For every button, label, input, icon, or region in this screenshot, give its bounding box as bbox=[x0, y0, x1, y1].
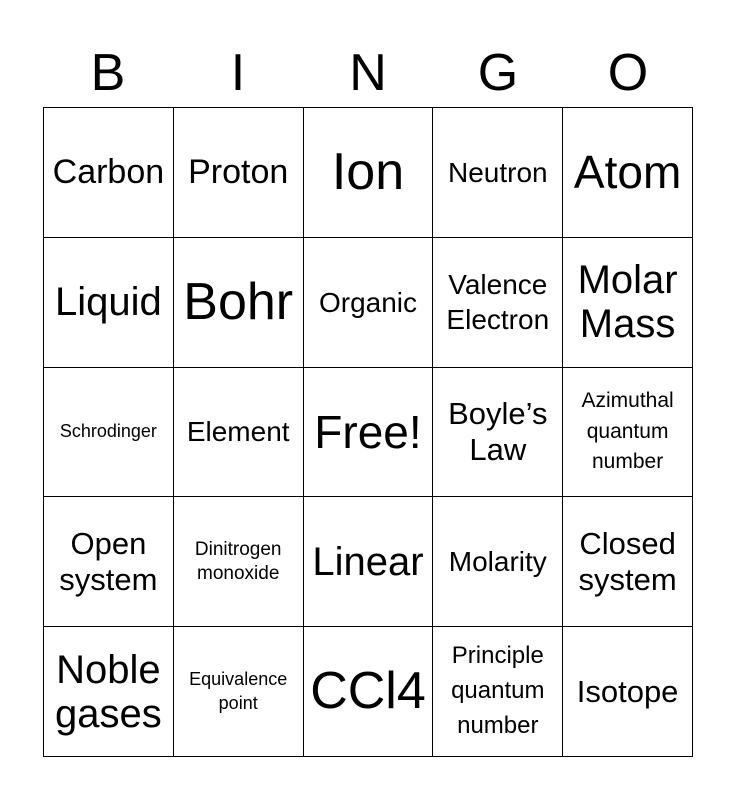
cell-label: Equivalence point bbox=[189, 669, 288, 713]
cell-label: Ion bbox=[331, 143, 405, 202]
bingo-cell[interactable] bbox=[44, 627, 174, 757]
bingo-cell[interactable] bbox=[563, 497, 693, 627]
cell-label: Open system bbox=[59, 526, 158, 597]
bingo-cell[interactable] bbox=[304, 497, 434, 627]
bingo-cell[interactable] bbox=[563, 238, 693, 368]
cell-label: Principle quantum number bbox=[451, 642, 545, 739]
cell-label: Liquid bbox=[55, 280, 162, 325]
cell-label: Schrodinger bbox=[59, 421, 157, 442]
header-letter-i: I bbox=[230, 44, 246, 102]
cell-label: Proton bbox=[188, 153, 289, 192]
bingo-cell[interactable] bbox=[433, 238, 563, 368]
cell-label: Dinitrogen monoxide bbox=[194, 539, 282, 584]
bingo-cell[interactable] bbox=[563, 108, 693, 238]
bingo-cell[interactable] bbox=[433, 368, 563, 498]
bingo-cell[interactable] bbox=[433, 627, 563, 757]
cell-label: CCl4 bbox=[310, 662, 426, 721]
bingo-cell[interactable] bbox=[174, 627, 304, 757]
bingo-cell[interactable] bbox=[433, 108, 563, 238]
cell-label: Molar Mass bbox=[577, 258, 678, 347]
bingo-cell[interactable] bbox=[433, 497, 563, 627]
bingo-cell[interactable] bbox=[174, 497, 304, 627]
free-space: Free! bbox=[314, 405, 422, 458]
cell-label: Valence Electron bbox=[446, 269, 550, 336]
bingo-cell[interactable] bbox=[174, 368, 304, 498]
bingo-cell[interactable] bbox=[304, 108, 434, 238]
cell-label: Atom bbox=[573, 145, 682, 198]
bingo-cell[interactable] bbox=[304, 368, 434, 498]
header-letter-n: N bbox=[349, 44, 387, 102]
cell-label: Carbon bbox=[52, 153, 165, 192]
bingo-cell[interactable] bbox=[174, 108, 304, 238]
cell-label: Organic bbox=[318, 286, 418, 318]
header-letter-b: B bbox=[90, 44, 126, 102]
bingo-cell[interactable] bbox=[44, 497, 174, 627]
bingo-board bbox=[43, 107, 693, 757]
bingo-cell[interactable] bbox=[563, 627, 693, 757]
cell-label: Azimuthal quantum number bbox=[581, 389, 674, 474]
cell-label: Noble gases bbox=[55, 647, 162, 736]
bingo-cell[interactable] bbox=[304, 238, 434, 368]
bingo-header bbox=[43, 40, 693, 106]
bingo-cell[interactable] bbox=[304, 627, 434, 757]
bingo-cell[interactable] bbox=[563, 368, 693, 498]
bingo-cell[interactable] bbox=[174, 238, 304, 368]
cell-label: Molarity bbox=[448, 546, 547, 578]
cell-label: Element bbox=[186, 416, 290, 448]
bingo-cell[interactable] bbox=[44, 368, 174, 498]
cell-label: Isotope bbox=[576, 673, 679, 709]
cell-label: Linear bbox=[312, 539, 424, 584]
bingo-cell[interactable] bbox=[44, 108, 174, 238]
cell-label: Neutron bbox=[447, 156, 548, 188]
bingo-cell[interactable] bbox=[44, 238, 174, 368]
cell-label: Boyle’s Law bbox=[448, 396, 548, 467]
cell-label: Closed system bbox=[578, 526, 677, 597]
cell-label: Bohr bbox=[183, 272, 294, 331]
header-letter-o: O bbox=[607, 44, 649, 102]
header-letter-g: G bbox=[477, 44, 519, 102]
